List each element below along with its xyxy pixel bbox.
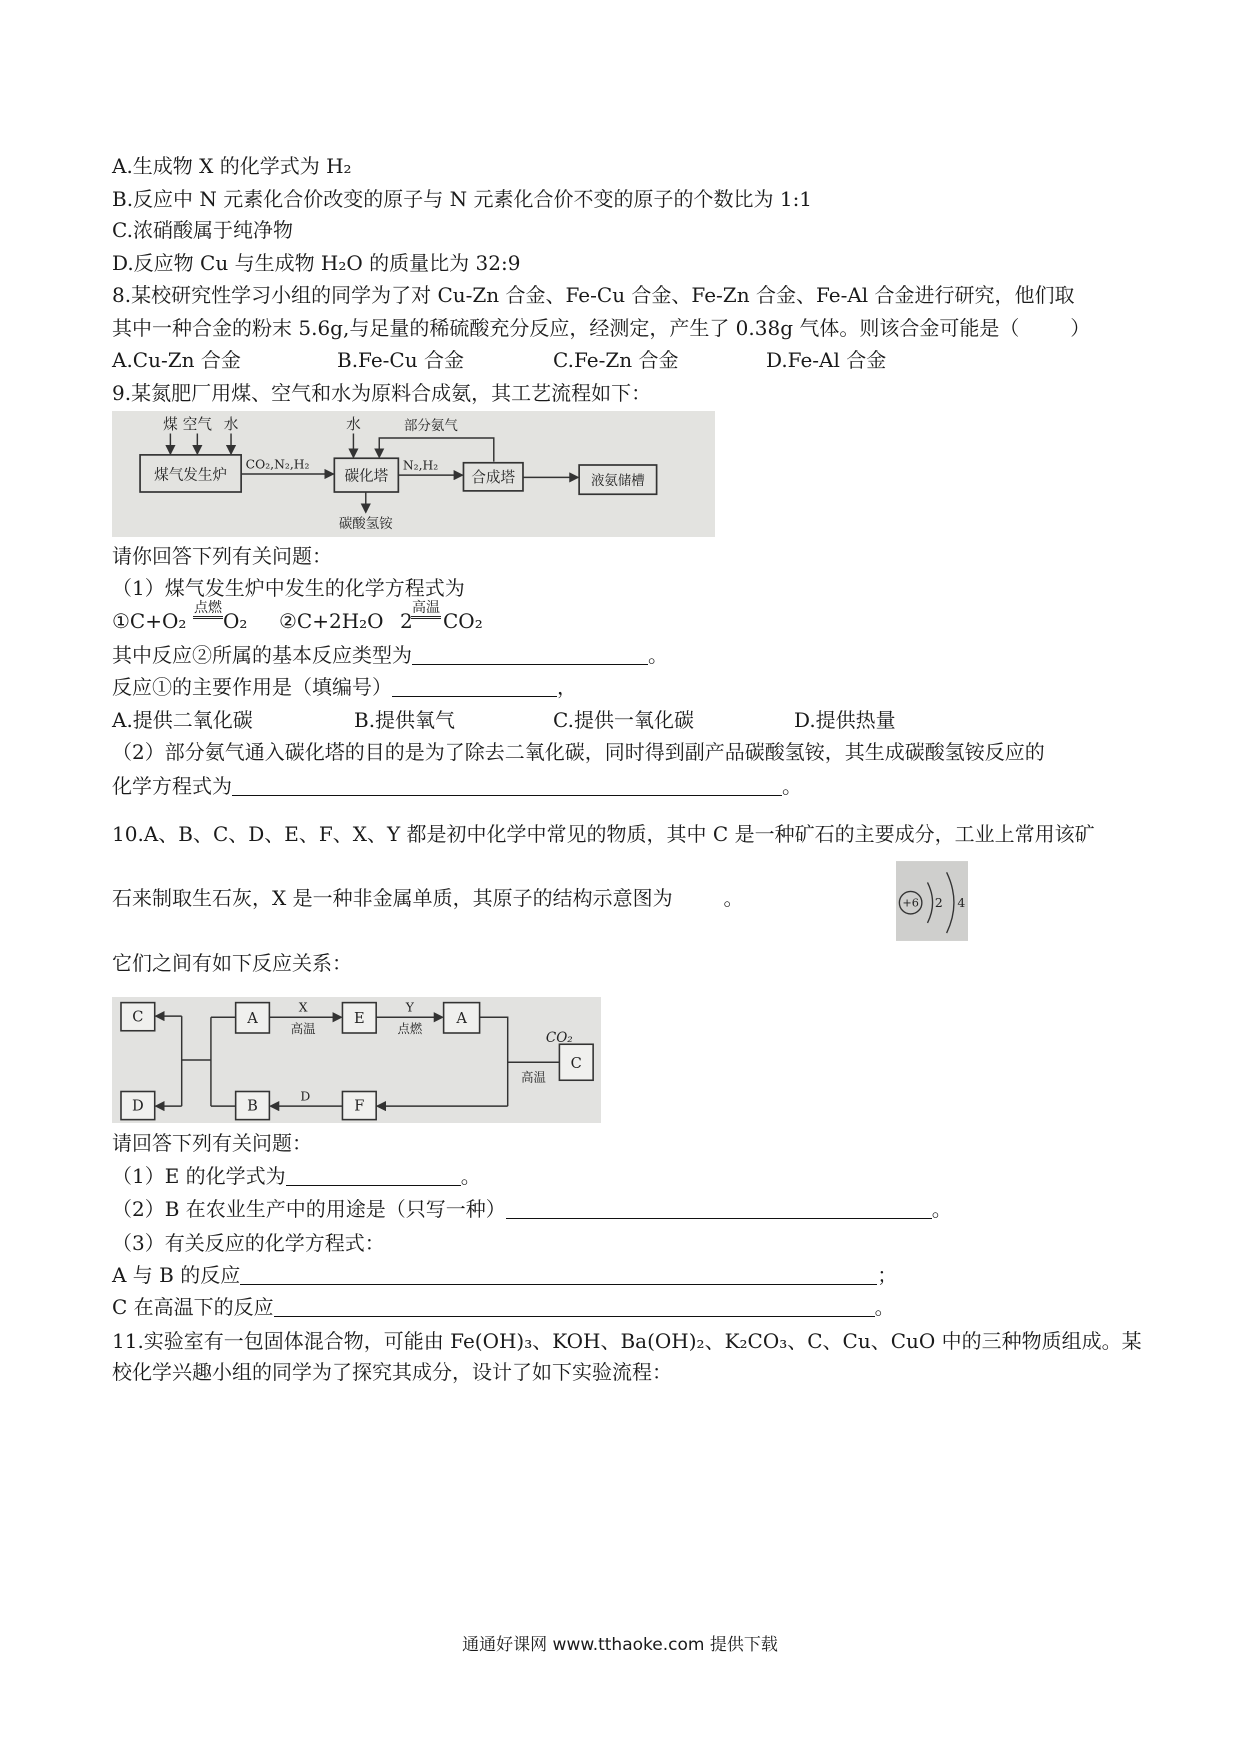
node-c-right: C [570, 1054, 582, 1072]
synthesis-tower-label: 合成塔 [471, 468, 516, 486]
q9-role-option-c: C.提供一氧化碳 [553, 708, 694, 732]
q10-stem-line1: 10.A、B、C、D、E、F、X、Y 都是初中化学中常见的物质，其中 C 是一种矿石的主要成分，工业上常用该矿 [112, 822, 1095, 846]
q8-stem-line1: 8.某校研究性学习小组的同学为了对 Cu-Zn 合金、Fe-Cu 合金、Fe-Zn 合金、Fe-Al 合金进行研究，他们取 [112, 283, 1075, 307]
answer-blank [232, 776, 782, 796]
handwritten-note: CO₂ [545, 1029, 573, 1047]
node-b: B [247, 1097, 258, 1115]
node-a-second: A [456, 1009, 467, 1027]
q9-role-option-d: D.提供热量 [794, 708, 896, 732]
eq1-reactants: ①C+O₂ [112, 609, 187, 633]
q9-reaction-type-text: 其中反应②所属的基本反应类型为 [112, 643, 412, 667]
input-coal-label: 煤 [163, 415, 178, 434]
q8-option-a: A.Cu-Zn 合金 [112, 348, 241, 372]
byproduct-label: 碳酸氢铵 [338, 515, 393, 533]
q10-sub1-end: 。 [460, 1164, 481, 1188]
input-air-label: 空气 [182, 415, 212, 434]
q9-reaction-type-end: 。 [648, 643, 668, 667]
shell1-electrons: 2 [934, 896, 943, 911]
label-y-condition: 点燃 [397, 1021, 423, 1037]
q10-prompt: 请回答下列有关问题： [112, 1131, 312, 1155]
q10-sub3a-line [112, 1263, 897, 1287]
node-f: F [354, 1097, 365, 1115]
answer-blank [392, 677, 557, 697]
q10-sub2-text: （2）B 在农业生产中的用途是（只写一种） [112, 1197, 506, 1221]
label-d: D [300, 1089, 311, 1104]
answer-blank [506, 1199, 932, 1219]
ammonia-process-diagram [112, 411, 715, 537]
q8-option-c: C.Fe-Zn 合金 [553, 348, 679, 372]
answer-blank [274, 1297, 875, 1317]
q10-sub3a-end: ； [877, 1263, 898, 1287]
n2h2-label: N₂,H₂ [402, 458, 439, 473]
carbonation-tower-label: 碳化塔 [344, 467, 389, 485]
q9-role-option-b: B.提供氧气 [354, 708, 456, 732]
q10-sub3a-text: A 与 B 的反应 [112, 1263, 241, 1287]
q9-role-end: ， [557, 675, 577, 699]
q10-sub3b-text: C 在高温下的反应 [112, 1295, 274, 1319]
shell2-electrons: 4 [957, 896, 966, 911]
q10-stem-line2: 石来制取生石灰，X 是一种非金属单质，其原子的结构示意图为 。 [112, 886, 744, 910]
q11-stem-line1: 11.实验室有一包固体混合物，可能由 Fe(OH)₃、KOH、Ba(OH)₂、K₂CO₃、C、Cu、CuO 中的三种物质组成。某 [112, 1329, 1142, 1353]
q10-sub2-line [112, 1197, 952, 1221]
q7-option-d: D.反应物 Cu 与生成物 H₂O 的质量比为 32:9 [112, 251, 521, 275]
q9-sub2-line2 [112, 774, 802, 798]
recycle-ammonia-label: 部分氨气 [403, 418, 458, 435]
q10-sub1-text: （1）E 的化学式为 [112, 1164, 286, 1188]
node-d-left: D [131, 1097, 144, 1115]
q7-option-b: B.反应中 N 元素化合价改变的原子与 N 元素化合价不变的原子的个数比为 1:1 [112, 187, 813, 211]
q9-role-option-a: A.提供二氧化碳 [112, 708, 253, 732]
q7-option-a: A.生成物 X 的化学式为 H₂ [112, 154, 352, 178]
answer-blank [286, 1166, 461, 1186]
q9-prompt: 请你回答下列有关问题： [112, 544, 332, 568]
gas-mix-label: CO₂,N₂,H₂ [245, 457, 310, 472]
storage-tank-label: 液氨储槽 [590, 473, 645, 490]
q10-relation-intro: 它们之间有如下反应关系： [112, 951, 352, 975]
node-a-first: A [247, 1009, 258, 1027]
input-water-label: 水 [223, 415, 239, 434]
q8-option-b: B.Fe-Cu 合金 [337, 348, 464, 372]
q9-reaction-type-line [112, 643, 668, 667]
q10-sub2-end: 。 [931, 1197, 952, 1221]
eq2-coefficient: 2 [400, 609, 413, 633]
eq1-condition: 点燃 [193, 600, 223, 619]
q10-sub3b-end: 。 [874, 1295, 895, 1319]
node-c-left: C [132, 1008, 144, 1026]
q9-stem: 9.某氮肥厂用煤、空气和水为原料合成氨，其工艺流程如下： [112, 381, 652, 405]
label-x: X [298, 1000, 308, 1015]
label-c-condition: 高温 [521, 1070, 546, 1085]
label-x-condition: 高温 [290, 1021, 316, 1037]
node-e: E [353, 1009, 365, 1027]
eq2-condition: 高温 [411, 600, 441, 619]
answer-blank [240, 1265, 877, 1285]
eq1-product: O₂ [223, 609, 248, 633]
q10-sub3: （3）有关反应的化学方程式： [112, 1231, 385, 1255]
q9-sub2-text: 化学方程式为 [112, 774, 232, 798]
q7-option-c: C.浓硝酸属于纯净物 [112, 218, 293, 242]
q8-stem-line2: 其中一种合金的粉末 5.6g,与足量的稀硫酸充分反应，经测定，产生了 0.38g 气体。则该合金可能是（ ） [112, 316, 1091, 340]
q9-sub2-end: 。 [782, 774, 802, 798]
q9-sub1: （1）煤气发生炉中发生的化学方程式为 [112, 576, 465, 600]
eq2-reactants: ②C+2H₂O [279, 609, 384, 633]
reaction-relation-diagram [112, 997, 601, 1123]
carbon-atom-structure-diagram [896, 861, 968, 941]
gasifier-label: 煤气发生炉 [154, 466, 228, 484]
answer-blank [412, 645, 648, 665]
water-in-label: 水 [346, 415, 361, 434]
label-y: Y [405, 1000, 414, 1015]
q9-sub2-line1: （2）部分氨气通入碳化塔的目的是为了除去二氧化碳，同时得到副产品碳酸氢铵，其生成碳酸氢铵反应的 [112, 740, 1045, 764]
page-footer: 通通好课网 www.tthaoke.com 提供下载 [462, 1635, 778, 1655]
q9-equations [0, 600, 1240, 635]
q10-sub1-line [112, 1164, 481, 1188]
q8-option-d: D.Fe-Al 合金 [766, 348, 887, 372]
q9-role-line [112, 675, 577, 699]
nucleus-charge: +6 [902, 896, 919, 910]
q11-stem-line2: 校化学兴趣小组的同学为了探究其成分，设计了如下实验流程： [112, 1360, 672, 1384]
eq2-product: CO₂ [443, 609, 483, 633]
q10-sub3b-line [112, 1295, 895, 1319]
q9-role-text: 反应①的主要作用是（填编号） [112, 675, 392, 699]
